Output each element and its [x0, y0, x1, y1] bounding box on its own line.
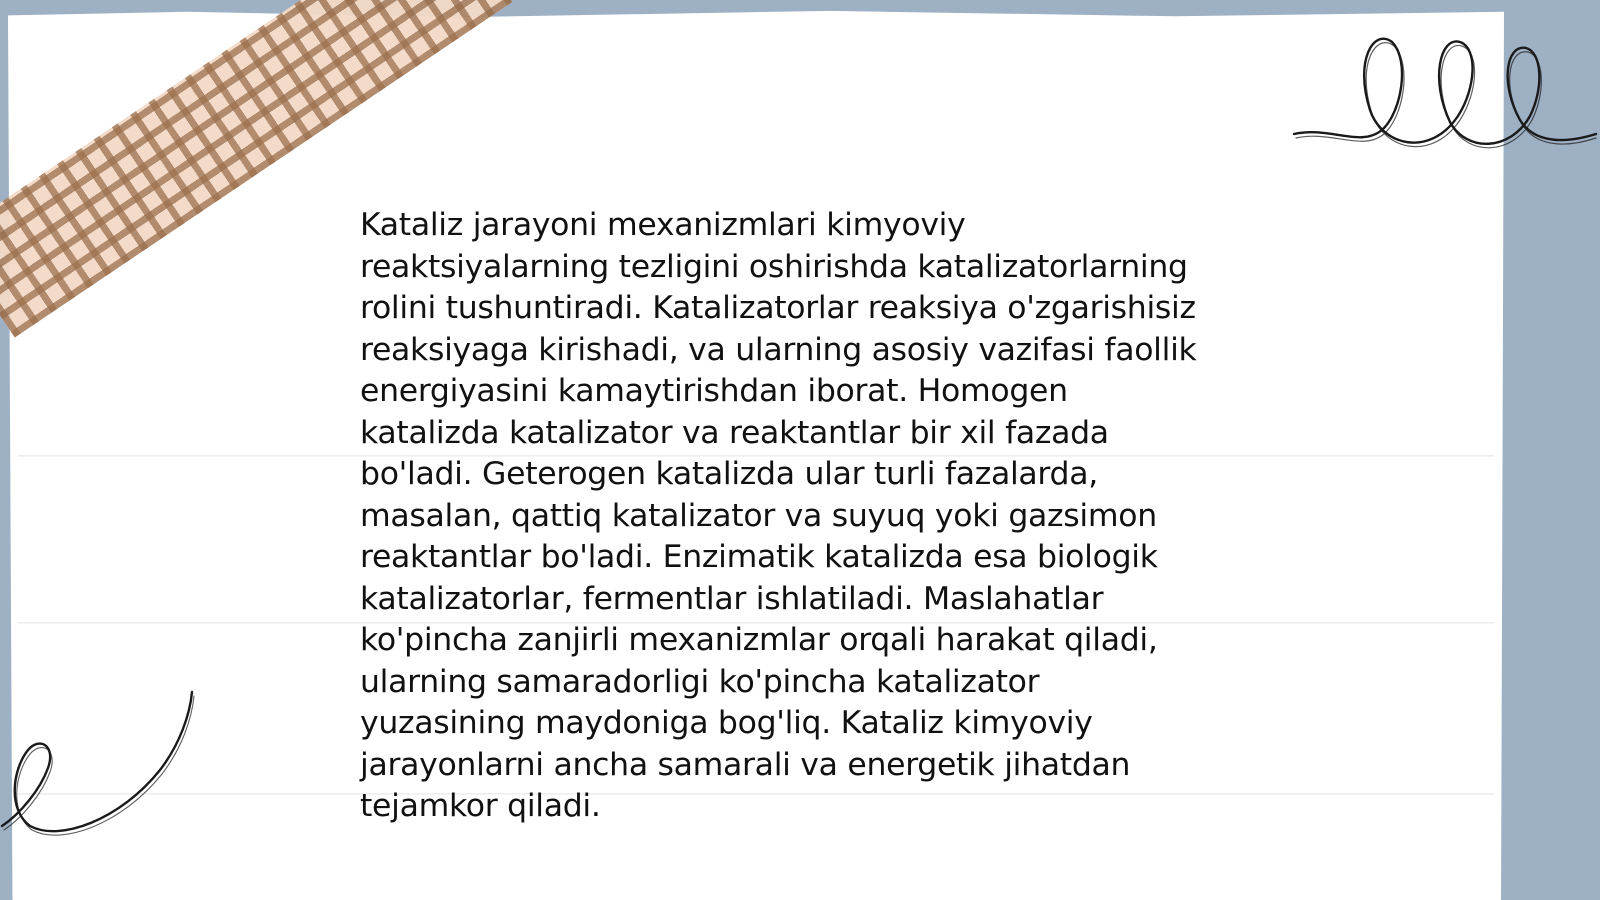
paragraph-line: rolini tushuntiradi. Katalizatorlar reaksiya o'zgarishisiz: [360, 290, 1196, 326]
paragraph-line: ularning samaradorligi ko'pincha katalizator: [360, 663, 1040, 700]
paragraph-line: energiyasini kamaytirishdan iborat. Homogen: [360, 373, 1068, 409]
paragraph-line: yuzasining maydoniga bog'liq. Kataliz kimyoviy: [360, 705, 1093, 741]
paragraph-line: bo'ladi. Geterogen katalizda ular turli fazalarda,: [360, 456, 1098, 492]
paragraph-line: katalizda katalizator va reaktantlar bir xil fazada: [360, 414, 1109, 451]
paragraph-line: ko'pincha zanjirli mexanizmlar orqali harakat qiladi,: [360, 622, 1158, 658]
paragraph-line: jarayonlarni ancha samarali va energetik jihatdan: [360, 746, 1131, 783]
body-paragraph: [360, 205, 1260, 828]
paragraph-line: Kataliz jarayoni mexanizmlari kimyoviy: [360, 207, 966, 243]
paragraph-line: masalan, qattiq katalizator va suyuq yoki gazsimon: [360, 497, 1157, 534]
paragraph-line: reaktsiyalarning tezligini oshirishda katalizatorlarning: [360, 248, 1188, 285]
paragraph-line: tejamkor qiladi.: [360, 788, 601, 824]
paragraph-line: reaksiyaga kirishadi, va ularning asosiy vazifasi faollik: [360, 331, 1197, 368]
paragraph-line: reaktantlar bo'ladi. Enzimatik katalizda esa biologik: [360, 539, 1158, 575]
paragraph-line: katalizatorlar, fermentlar ishlatiladi. Maslahatlar: [360, 580, 1104, 617]
